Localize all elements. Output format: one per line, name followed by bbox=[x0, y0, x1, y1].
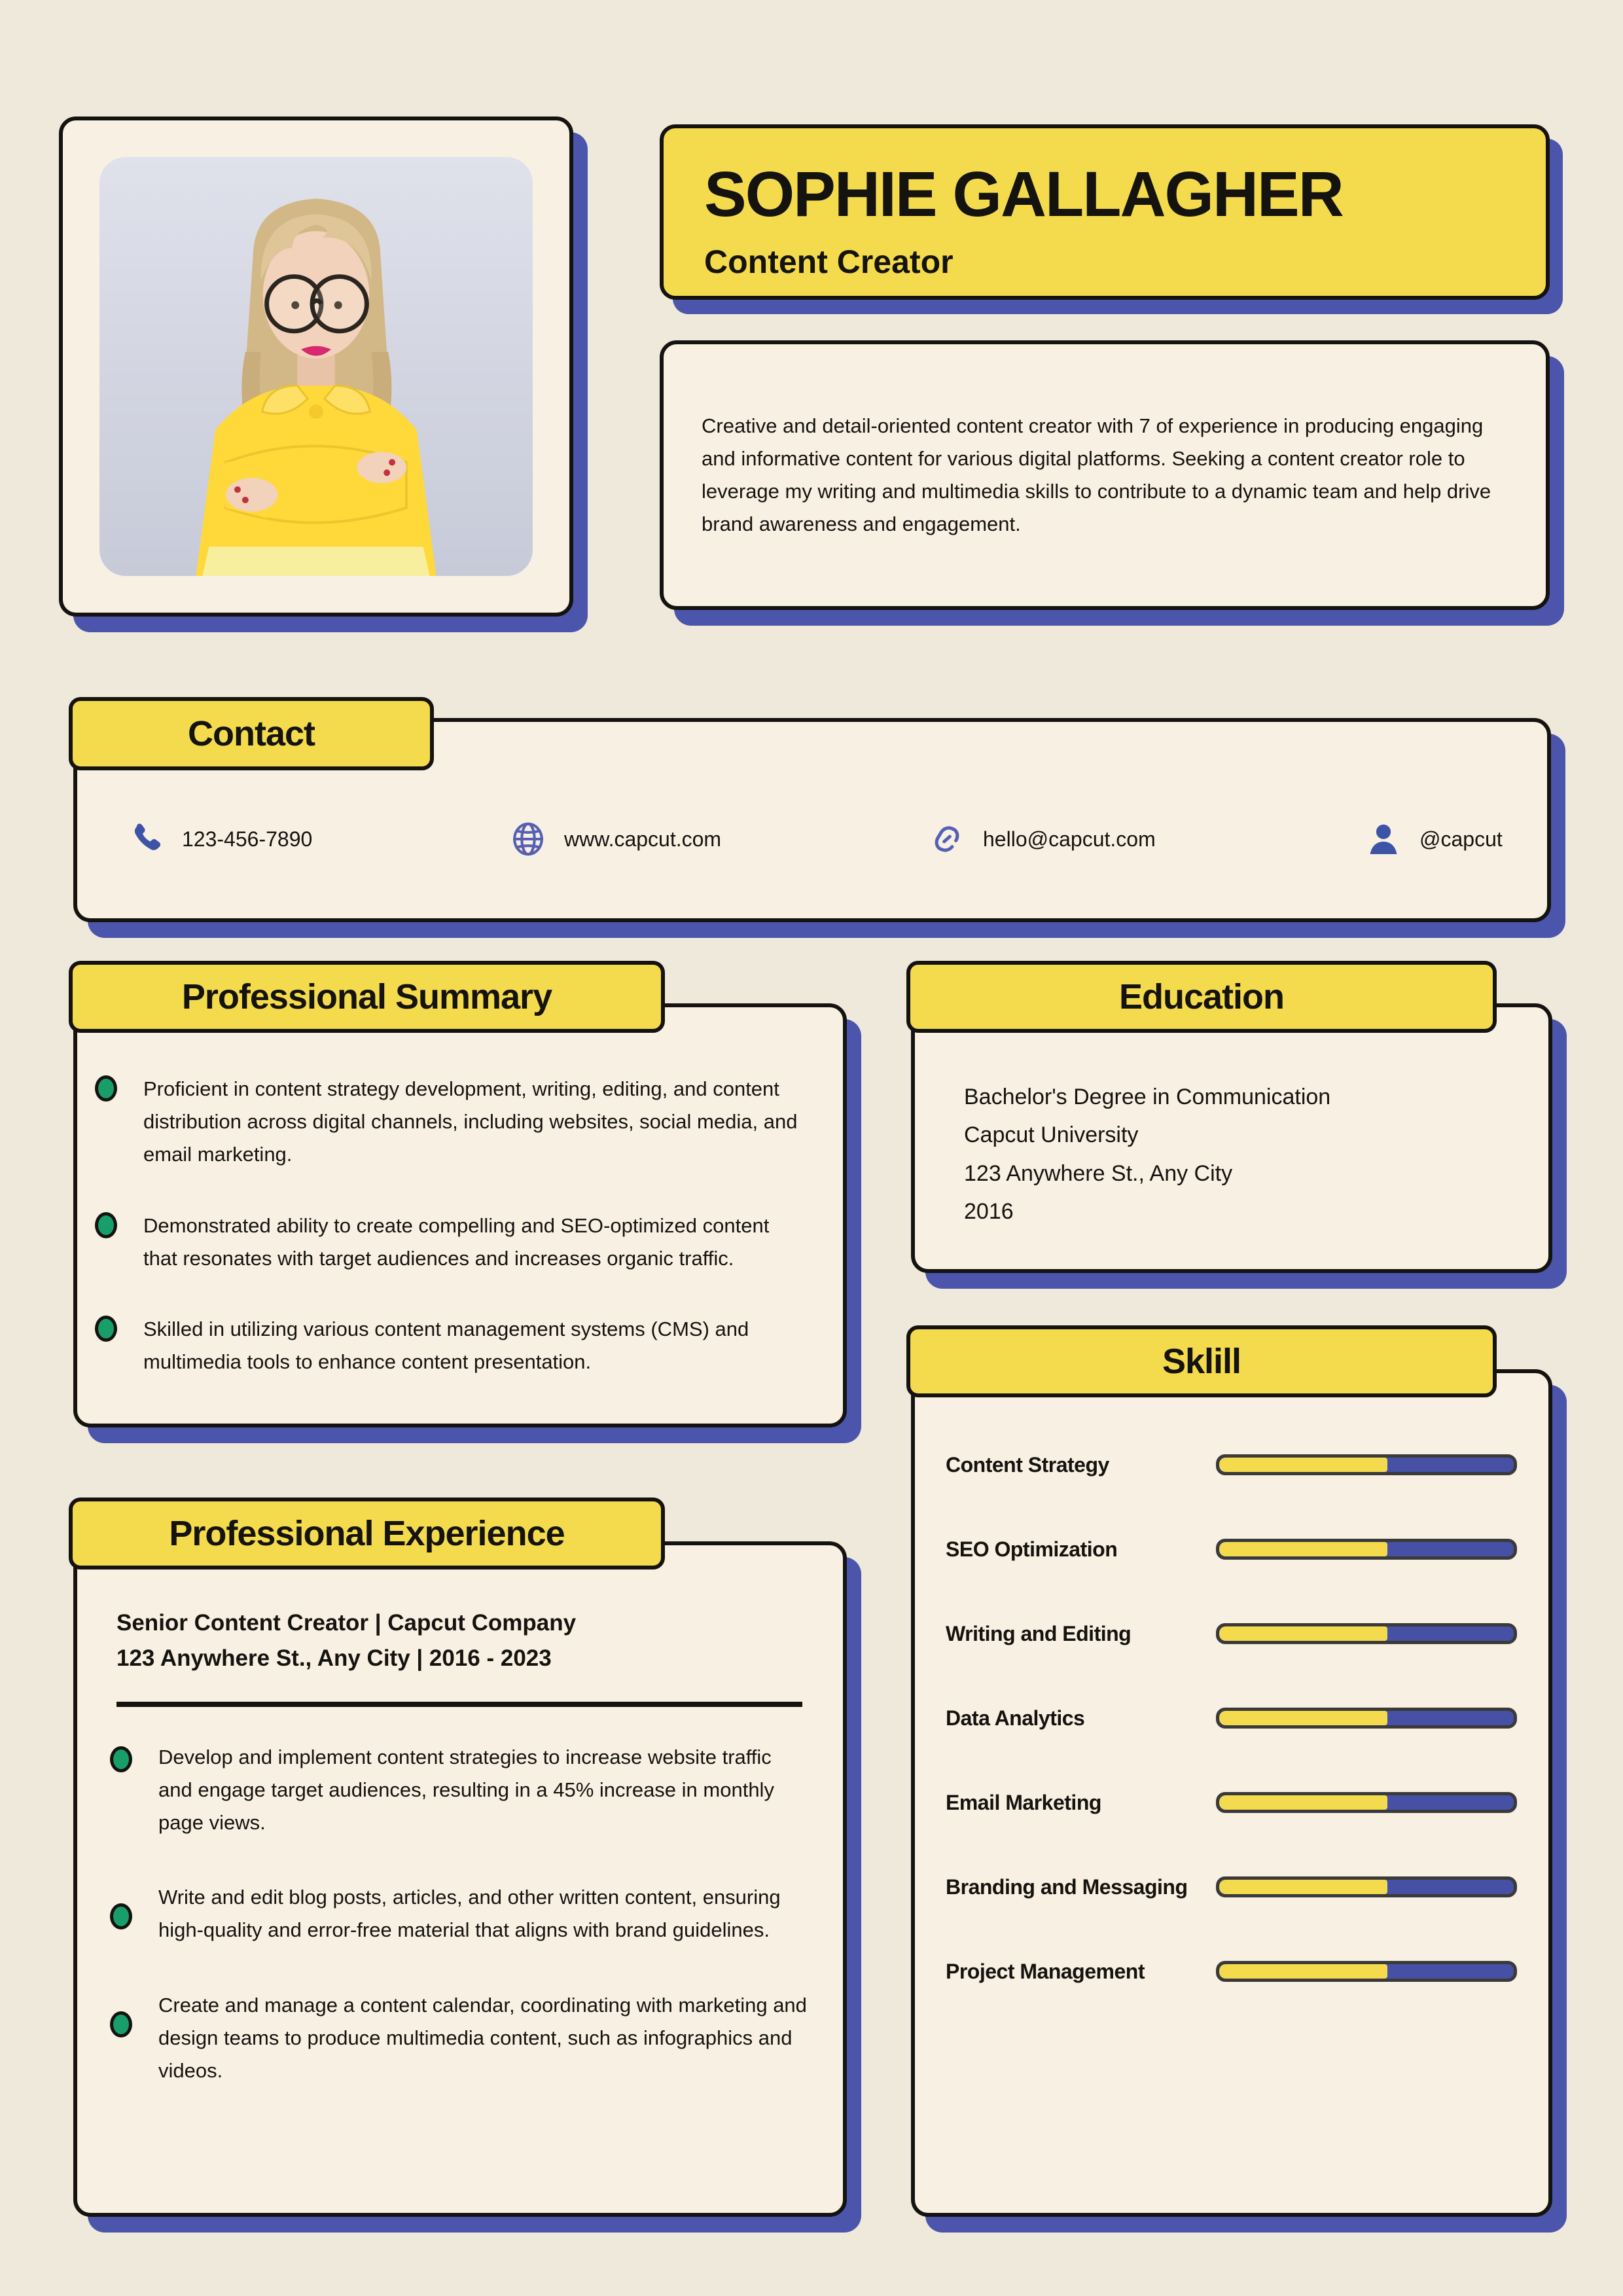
skill-label: Branding and Messaging bbox=[946, 1874, 1188, 1899]
bullet-dot-icon bbox=[95, 1075, 117, 1102]
globe-icon bbox=[509, 820, 547, 858]
contact-email-text: hello@capcut.com bbox=[983, 827, 1156, 851]
about-card bbox=[660, 340, 1550, 610]
experience-bullet-text: Develop and implement content strategies to increase website traffic and engage target audiences, resulting in a 45% increase in monthly page views. bbox=[158, 1745, 774, 1834]
skill-bar bbox=[1216, 1876, 1517, 1897]
skill-row bbox=[946, 1789, 1517, 1816]
skill-bar-fill bbox=[1219, 1964, 1387, 1979]
education-tab bbox=[906, 961, 1497, 1033]
bullet-dot-icon bbox=[110, 1903, 132, 1929]
skill-label: Content Strategy bbox=[946, 1452, 1109, 1477]
experience-bullet-text: Create and manage a content calendar, coordinating with marketing and design teams to produce multimedia content, such as infographics and videos. bbox=[158, 1993, 807, 2083]
contact-website-text: www.capcut.com bbox=[564, 827, 722, 851]
summary-bullet-text: Skilled in utilizing various content management systems (CMS) and multimedia tools to enhance content presentation. bbox=[143, 1318, 749, 1374]
contact-item-phone[interactable] bbox=[127, 816, 312, 862]
contact-item-email[interactable] bbox=[928, 816, 1156, 862]
skill-bar bbox=[1216, 1792, 1517, 1813]
skill-bar bbox=[1216, 1708, 1517, 1729]
person-name: SOPHIE GALLAGHER bbox=[704, 158, 1343, 230]
skill-label: Email Marketing bbox=[946, 1790, 1101, 1814]
contact-phone-text: 123-456-7890 bbox=[182, 827, 313, 851]
summary-bullet-text: Proficient in content strategy development, writing, editing, and content distribution across digital channels, including websites, social media, and email marketing. bbox=[143, 1077, 798, 1166]
skill-bar-fill bbox=[1219, 1880, 1387, 1894]
bullet-dot-icon bbox=[95, 1212, 117, 1238]
professional-summary-card bbox=[73, 1003, 847, 1427]
skill-row bbox=[946, 1874, 1517, 1900]
skill-bar-fill bbox=[1219, 1795, 1387, 1810]
experience-bullet-row bbox=[116, 1741, 810, 1840]
link-icon bbox=[928, 820, 966, 858]
summary-bullet-row bbox=[95, 1313, 817, 1378]
professional-summary-heading: Professional Summary bbox=[181, 977, 552, 1016]
experience-bullet-text: Write and edit blog posts, articles, and other written content, ensuring high-quality and error-free material that aligns with brand guidelines. bbox=[158, 1886, 781, 1942]
experience-meta-line: 123 Anywhere St., Any City | 2016 - 2023 bbox=[116, 1645, 552, 1672]
skill-row bbox=[946, 1536, 1517, 1562]
contact-social-text: @capcut bbox=[1419, 827, 1503, 851]
bullet-dot-icon bbox=[110, 1746, 132, 1772]
professional-experience-card bbox=[73, 1541, 847, 2217]
skill-bar bbox=[1216, 1539, 1517, 1560]
skill-label: Project Management bbox=[946, 1959, 1145, 1983]
profile-photo bbox=[99, 157, 533, 576]
professional-experience-heading: Professional Experience bbox=[169, 1514, 565, 1553]
skills-tab bbox=[906, 1325, 1497, 1397]
skill-row bbox=[946, 1452, 1517, 1478]
phone-icon bbox=[127, 820, 165, 858]
skill-label: SEO Optimization bbox=[946, 1537, 1118, 1561]
summary-bullet-text: Demonstrated ability to create compelling and SEO-optimized content that resonates with target audiences and increases organic traffic. bbox=[143, 1213, 770, 1270]
skill-row bbox=[946, 1958, 1517, 1984]
education-school: Capcut University bbox=[964, 1122, 1139, 1148]
about-text: Creative and detail-oriented content creator with 7 of experience in producing engaging and informative content for various digital platforms. Seeking a content creator role to leverage my writing and multimedia skills to contribute to a dynamic team and help drive brand awareness and engagement. bbox=[702, 414, 1491, 536]
skill-bar bbox=[1216, 1623, 1517, 1644]
skill-bar-fill bbox=[1219, 1458, 1387, 1472]
skill-bar bbox=[1216, 1454, 1517, 1475]
experience-bullet-row bbox=[116, 1989, 810, 2088]
skill-label: Data Analytics bbox=[946, 1706, 1085, 1730]
contact-section-tab bbox=[69, 697, 434, 770]
skill-row bbox=[946, 1705, 1517, 1731]
contact-item-website[interactable] bbox=[509, 816, 721, 862]
skill-bar-fill bbox=[1219, 1711, 1387, 1725]
skill-label: Writing and Editing bbox=[946, 1621, 1132, 1645]
skill-bar-fill bbox=[1219, 1542, 1387, 1556]
summary-bullet-row bbox=[95, 1210, 817, 1275]
education-year: 2016 bbox=[964, 1199, 1014, 1225]
education-card bbox=[911, 1003, 1552, 1273]
person-icon bbox=[1364, 820, 1402, 858]
bullet-dot-icon bbox=[110, 2011, 132, 2037]
experience-bullet-row bbox=[116, 1881, 810, 1946]
profile-photo-illustration bbox=[99, 157, 533, 576]
contact-heading: Contact bbox=[188, 714, 315, 753]
education-address: 123 Anywhere St., Any City bbox=[964, 1160, 1233, 1186]
experience-divider bbox=[116, 1702, 802, 1707]
person-role: Content Creator bbox=[704, 243, 954, 280]
skills-heading: Sklill bbox=[1162, 1342, 1241, 1381]
experience-role-line: Senior Content Creator | Capcut Company bbox=[116, 1610, 577, 1636]
summary-bullet-row bbox=[95, 1073, 817, 1172]
skill-bar-fill bbox=[1219, 1626, 1387, 1641]
bullet-dot-icon bbox=[95, 1316, 117, 1342]
education-heading: Education bbox=[1118, 977, 1284, 1016]
skill-bar bbox=[1216, 1961, 1517, 1982]
professional-summary-tab bbox=[69, 961, 665, 1033]
education-degree: Bachelor's Degree in Communication bbox=[964, 1085, 1331, 1109]
skills-card bbox=[911, 1369, 1552, 2217]
name-header-card bbox=[660, 124, 1550, 300]
photo-card bbox=[59, 117, 573, 617]
professional-experience-tab bbox=[69, 1498, 665, 1570]
skill-row bbox=[946, 1621, 1517, 1647]
contact-item-social[interactable] bbox=[1364, 816, 1503, 862]
